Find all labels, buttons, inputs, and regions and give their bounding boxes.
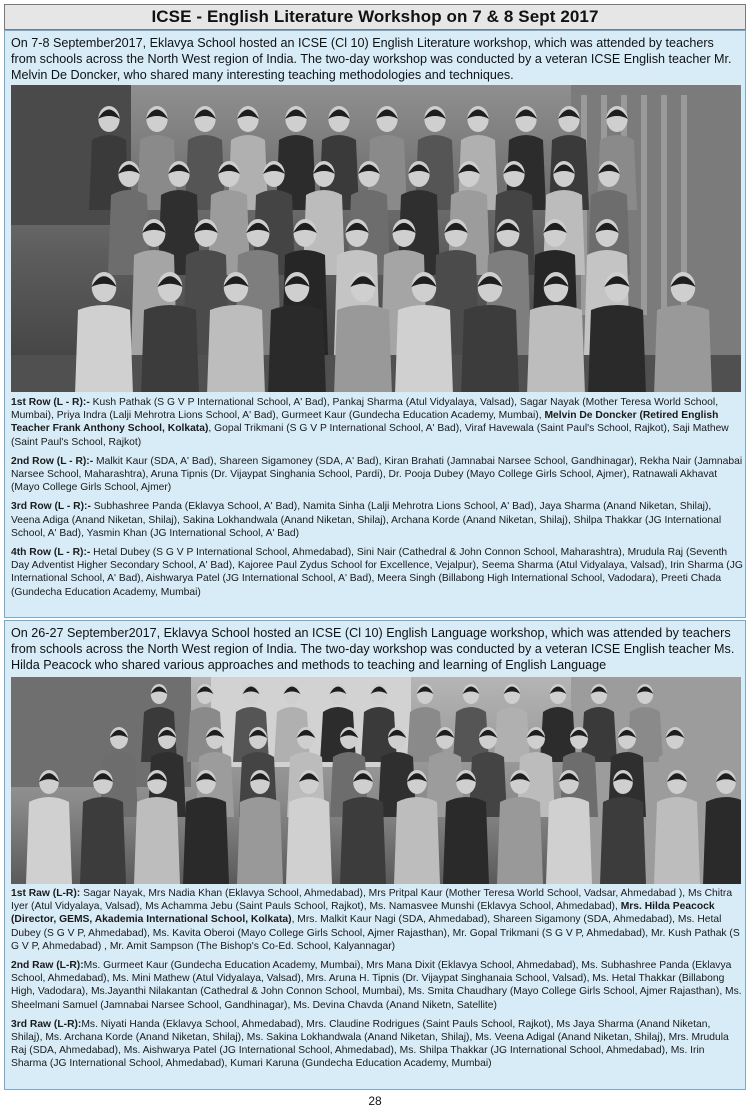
row-names: Ms. Niyati Handa (Eklavya School, Ahmedabad), Mrs. Claudine Rodrigues (Saint Pauls School, Rajkot), Ms Jaya Sharma (Anand Niketan, Shilaj), Ms. Archana Korde (Anand Niketan, Shilaj), Ms. Sakina Lokhandwala (Anand Niketan, Shilaj), Ms. Veena Adigal (Anand Niketan, Shilaj), Mrs. Mrudula Raj (SDA, Ahmedabad), Ms. Aishwarya Patel (JG International School, Ahmedabad), Ms. Shilpa Thakkar (JG International School, Ahmedabad), Ms. Irin Sharma (JG International School, Ahmedabad), Kumari Karuna (Gundecha Education Academy, Mumbai) xyxy=(11,1018,729,1070)
person-silhouette xyxy=(207,305,265,392)
row-names: Kush Pathak (S G V P International School, A' Bad), Pankaj Sharma (Atul Vidyalaya, Valsad), Sagar Nayak (Mother Teresa World School, Mumbai), Priya Indra (Lalji Mehrotra Lions School, A' Bad), Gurmeet Kaur (Gundecha Education Academy, Mumbai), xyxy=(11,397,719,422)
language-workshop-group-photo xyxy=(11,677,741,884)
person-silhouette xyxy=(461,305,519,392)
page-title: ICSE - English Literature Workshop on 7 & 8 Sept 2017 xyxy=(151,7,599,26)
row-label: 2nd Raw (L-R): xyxy=(11,960,84,972)
attendee-row-2 xyxy=(11,455,743,495)
literature-workshop-panel xyxy=(4,30,746,618)
person-silhouette xyxy=(183,797,229,884)
person-silhouette xyxy=(26,797,72,884)
literature-workshop-intro: On 7-8 September2017, Eklavya School hosted an ICSE (Cl 10) English Literature workshop, which was attended by teachers from schools across the North West region of India. The two-day workshop was conducted by a veteran ICSE English teacher Mr. Melvin De Doncker, who shared many interesting teaching methodologies and techniques. xyxy=(11,36,732,82)
row-label: 4th Row (L - R):- xyxy=(11,547,91,559)
row-label: 1st Row (L - R):- xyxy=(11,397,90,408)
person-silhouette xyxy=(394,797,440,884)
person-silhouette xyxy=(600,797,646,884)
person-silhouette xyxy=(654,797,700,884)
person-silhouette xyxy=(141,305,199,392)
person-silhouette xyxy=(527,305,585,392)
person-silhouette xyxy=(340,797,386,884)
language-workshop-panel xyxy=(4,620,746,1090)
person-silhouette xyxy=(443,797,489,884)
row-highlight-name: Melvin De Doncker (Retired English Teacher Frank Anthony School, Kolkata) xyxy=(11,410,719,435)
row-names: Malkit Kaur (SDA, A' Bad), Shareen Sigamoney (SDA, A' Bad), Kiran Brahati (Jamnabai Narsee School, Gandhinagar), Rekha Nair (Jamnabai Narsee School, Maharashtra), Aruna Tipnis (Dr. Vijaypat Singhania School, Pardi), Dr. Pooja Dubey (Mayo College Girls School, Ajmer), Ratnawali Akhavat (Mayo College Girls School, Ajmer) xyxy=(11,455,743,494)
person-silhouette xyxy=(546,797,592,884)
row-label: 2nd Row (L - R):- xyxy=(11,455,94,467)
row-names: Ms. Gurmeet Kaur (Gundecha Education Academy, Mumbai), Mrs Mana Dixit (Eklavya School, Ahmedabad), Ms. Subhashree Panda (Eklavya School, Ahmedabad), Ms. Mini Mathew (Atul Vidyalaya, Valsad), Mrs. Aruna H. Tipnis (Dr. Vijaypat Singhanaia School, Valsad), Ms. Hetal Thakkar (Billabong High, Vadodara), Ms.Jayanthi Nilakantan (Cathedral & John Connon School, Mumbai), Ms. Smita Chaudhary (Mayo College Girls School, Ajmer Rajasthan), Ms. Sheelmani Samuel (Jamnabai Narsee School, Gandhinagar), Ms. Devina Chavda (Anand Niketn, Satellite) xyxy=(11,960,742,1011)
row-names: Hetal Dubey (S G V P International School, Ahmedabad), Sini Nair (Cathedral & John Connon School, Maharashtra), Mrudula Raj (Seventh Day Adventist Higher Secondary School, A' Bad), Kajoree Paul Zydus School for Excellence, Vejalpur), Seema Sharma (Atul Vidyalaya, Valsad), Irin Sharma (JG International School, A' Bad), Aishwarya Patel (JG International School, A' Bad), Meera Singh (Billabong High International School, Vadodara), Preeti Chada (Gundecha Education Academy, Mumbai) xyxy=(11,547,743,598)
row-label: 1st Raw (L-R): xyxy=(11,888,81,899)
row-label: 3rd Raw (L-R): xyxy=(11,1018,82,1030)
person-silhouette xyxy=(237,797,283,884)
attendee-row-2 xyxy=(11,959,743,1012)
person-silhouette xyxy=(588,305,646,392)
person-silhouette xyxy=(134,797,180,884)
row-names-continued: , Mrs. Malkit Kaur Nagi (SDA, Ahmedabad), Shareen Sigamony (SDA, Ahmedabad), Ms. Hetal Dubey (S G V P, Ahmedabad), Ms. Kavita Oberoi (Mayo College Girls School, Ajmer Rajasthan), Mr. Gopal Trikmani (S G V P, Ahmedabad), Mr. Kush Pathak (S G V P, Ahmedabad) , Mr. Amit Sampson (The Bishop's Co-Ed. School, Kalyannagar) xyxy=(11,914,740,952)
language-workshop-intro: On 26-27 September2017, Eklavya School hosted an ICSE (Cl 10) English Language workshop, which was attended by teachers from schools across the North West region of India. The two-day workshop was conducted by a veteran ICSE English teacher Ms. Hilda Peacock who shared various approaches and methods to teaching and learning of English Language xyxy=(11,626,735,672)
row-label: 3rd Row (L - R):- xyxy=(11,501,91,513)
person-silhouette xyxy=(395,305,453,392)
group-photo-image xyxy=(11,677,741,884)
person-silhouette xyxy=(80,797,126,884)
attendee-row-3 xyxy=(11,500,743,540)
person-silhouette xyxy=(654,305,712,392)
attendee-row-4 xyxy=(11,546,743,599)
language-workshop-attendees xyxy=(11,887,743,1077)
person-silhouette xyxy=(75,305,133,392)
literature-workshop-attendees xyxy=(11,396,743,605)
row-names: Sagar Nayak, Mrs Nadia Khan (Eklavya School, Ahmedabad), Mrs Pritpal Kaur (Mother Teresa World School, Vadsar, Ahmedabad ), Ms Chitra Iyer (Atul Vidyalaya, Valsad), Ms Achamma Jebu (Saint Pauls School, Rajkot), Ms. Namasvee Munshi (Eklavya School, Ahmedabad), xyxy=(11,888,733,913)
group-photo-image xyxy=(11,85,741,392)
person-silhouette xyxy=(286,797,332,884)
person-silhouette xyxy=(497,797,543,884)
person-silhouette xyxy=(703,797,741,884)
person-silhouette xyxy=(494,707,530,762)
literature-workshop-group-photo xyxy=(11,85,741,392)
page-number: 28 xyxy=(368,1094,382,1108)
row-names-continued: , Gopal Trikmani (S G V P International School, A' Bad), Viraf Havewala (Saint Paul's School, Rajkot), Saji Mathew (Saint Paul's School, Rajkot) xyxy=(11,423,729,448)
attendee-row-3 xyxy=(11,1018,743,1071)
attendee-row-1 xyxy=(11,396,743,449)
person-silhouette xyxy=(268,305,326,392)
row-highlight-name: Mrs. Hilda Peacock (Director, GEMS, Akademia International School, Kolkata) xyxy=(11,901,715,926)
page-title-bar xyxy=(4,4,746,30)
person-silhouette xyxy=(334,305,392,392)
row-names: Subhashree Panda (Eklavya School, A' Bad), Namita Sinha (Lalji Mehrotra Lions School, A' Bad), Jaya Sharma (Anand Niketan, Shilaj), Veena Adiga (Anand Niketan, Shilaj), Sakina Lokhandwala (Anand Niketan, Shilaj), Archana Korde (Anand Niketan, Shilaj), Shilpa Thakkar (JG International School, A' Bad), Yasmin Khan (JG International School, A' Bad) xyxy=(11,501,722,539)
attendee-row-1 xyxy=(11,887,743,953)
